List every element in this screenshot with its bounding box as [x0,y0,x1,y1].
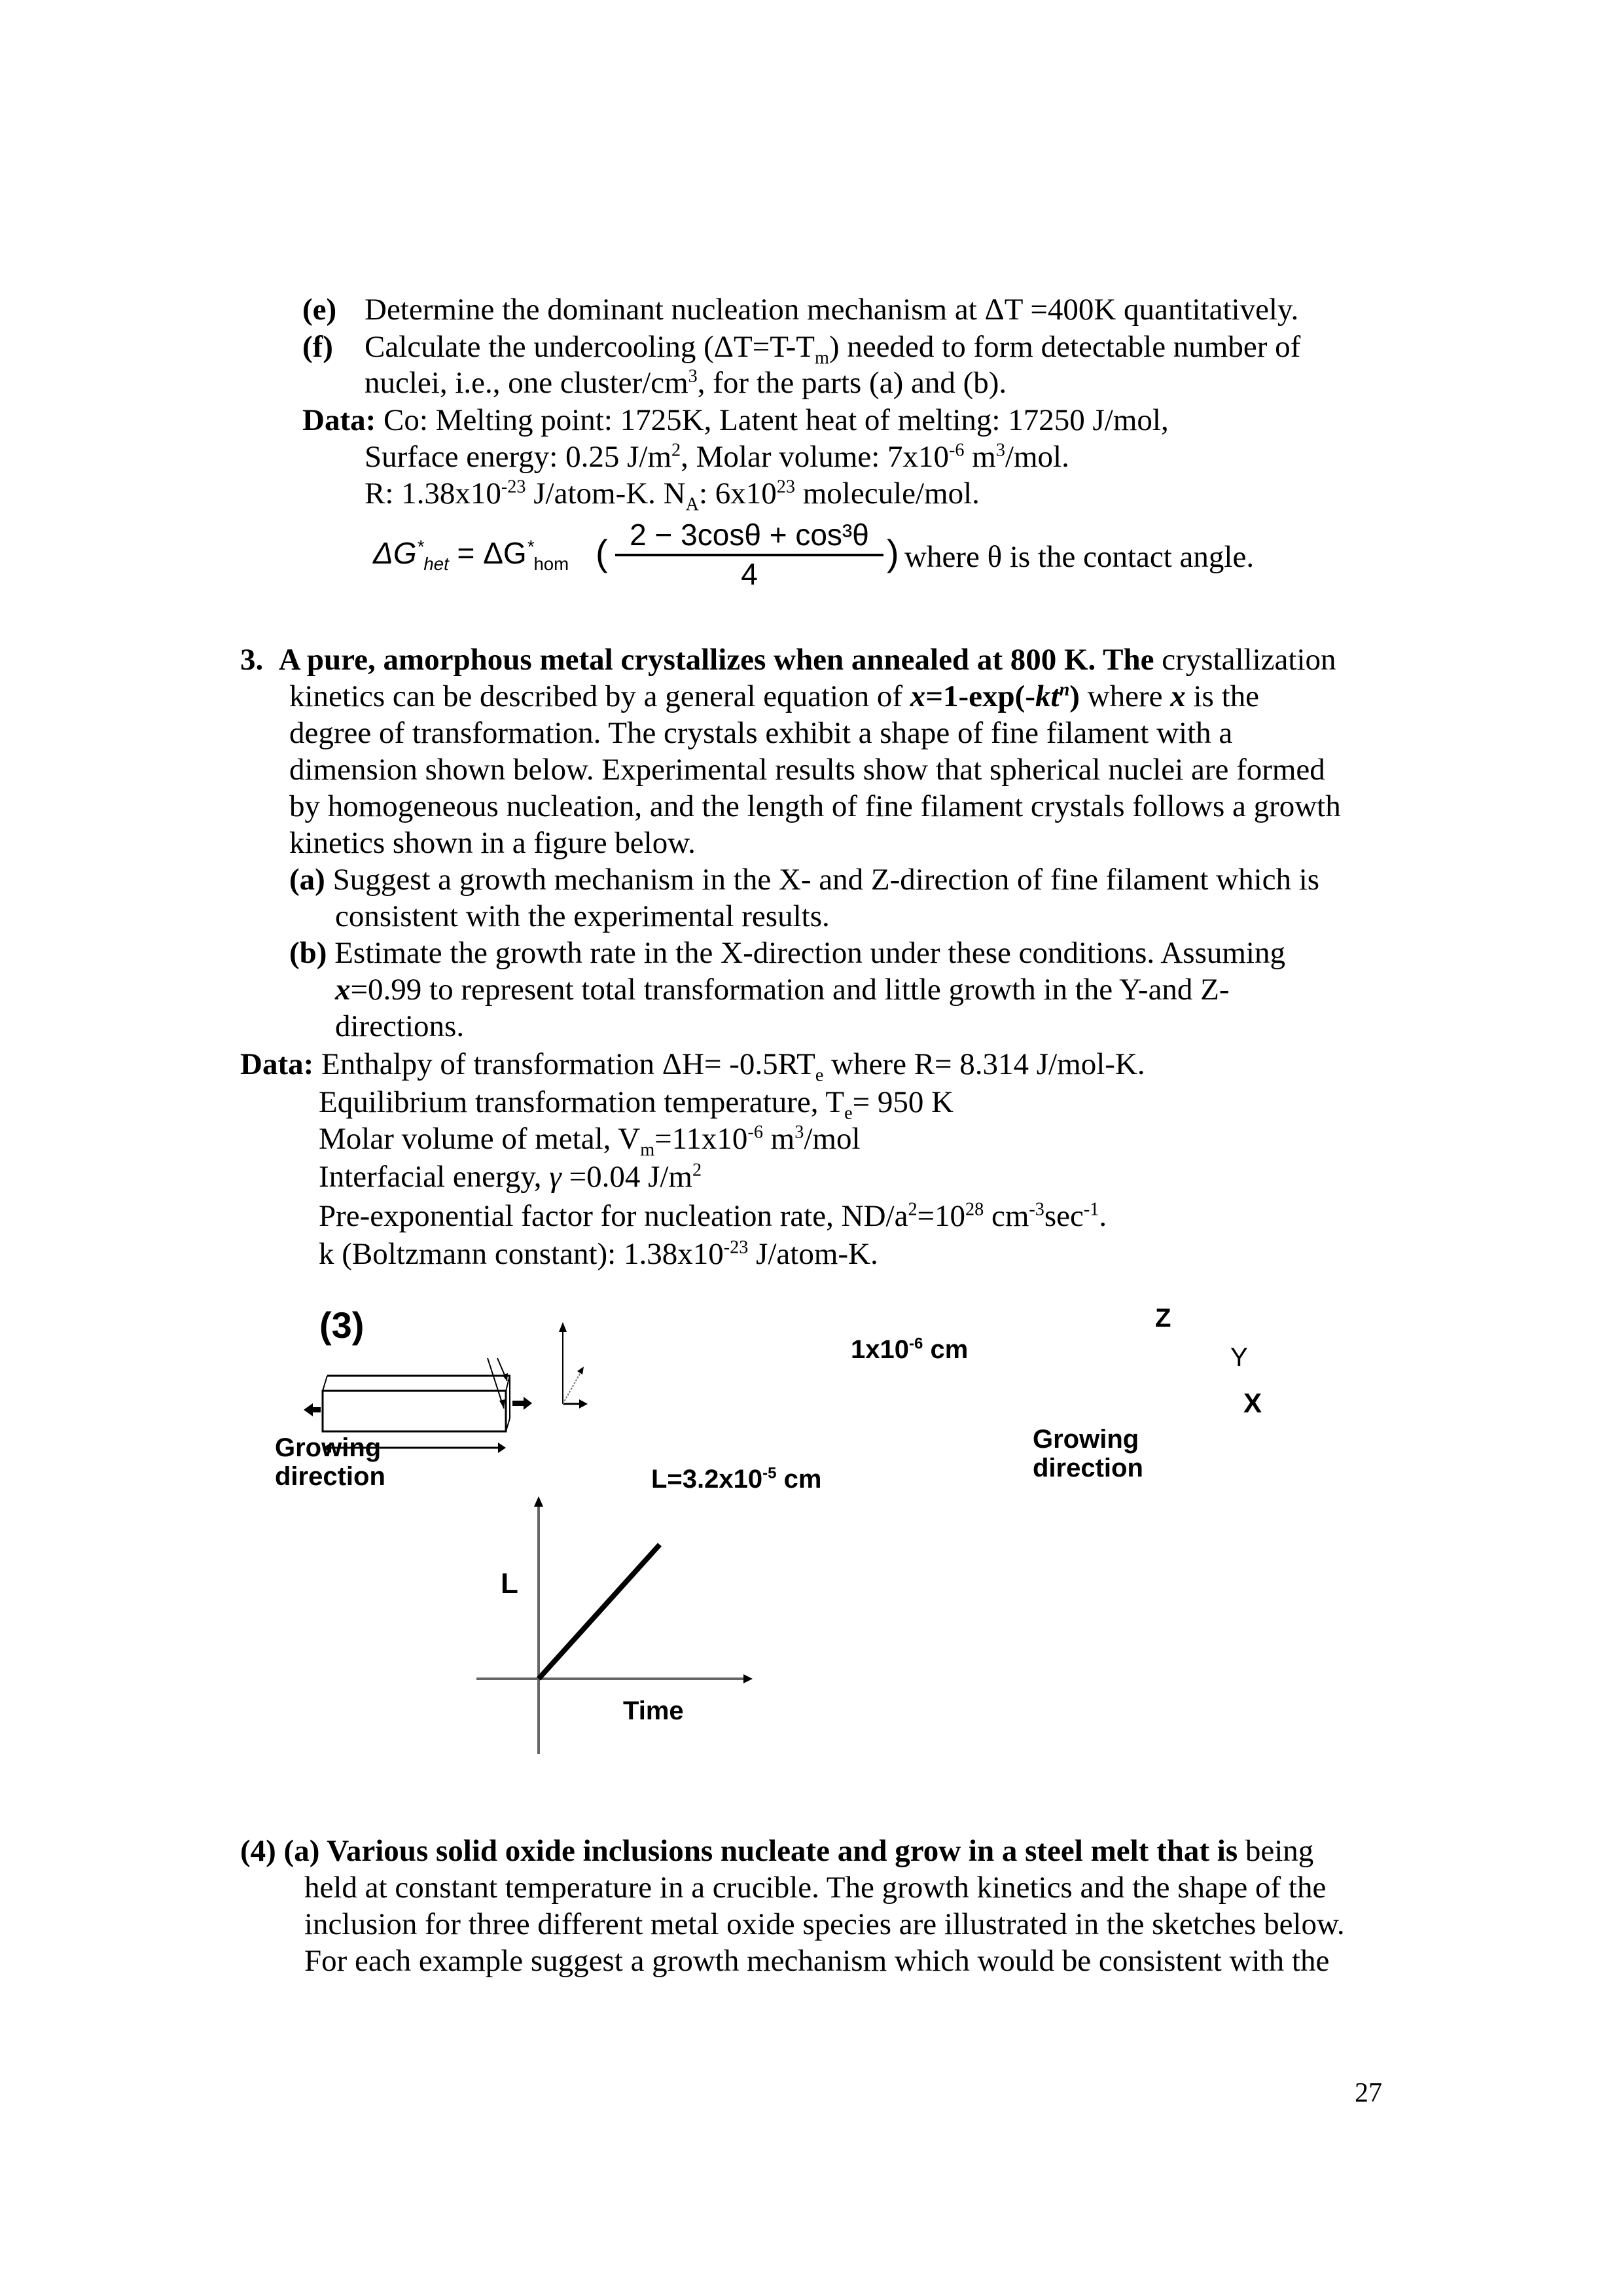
figure-label: (3) [319,1304,365,1346]
page-number: 27 [1355,2078,1382,2108]
open-paren: ( [596,532,608,573]
part-e-label: (e) [302,293,337,327]
data-q3-line6: k (Boltzmann constant): $1.38x10^{-23}$ J/atom-K. [319,1237,878,1271]
axis-y-label: Y [1230,1343,1248,1372]
part-f-line1: Calculate the undercooling $(\Delta T=T-T_m)$ needed to form detectable number of [365,330,1301,368]
length-label: $L=3.2x10^{-5}$ cm [651,1464,822,1494]
q4-line1: (4) (a) Various solid oxide inclusions nucleate and grow in a steel melt that is being [240,1834,1314,1868]
data-q2-line3: R: $1.38x10^{-23}$ J/atom-K. $N_A$: $6x10^{23}$ molecule/mol. [365,476,980,515]
graph-plot [458,1492,1047,1767]
q3-a-line2: consistent with the experimental results. [335,899,830,933]
q3-line5: by homogeneous nucleation, and the length of fine filament crystals follows a growth [289,789,1341,823]
data-q3-line3: Molar volume of metal, $V_m=11x10^{-6}$ $m^3$/mol [319,1122,861,1160]
q3-line1: 3. A pure, amorphous metal crystallizes when annealed at 800 K. The crystallization [240,643,1336,677]
fraction [615,517,883,592]
filament-figure [275,1296,1322,1525]
q3-b-line3: directions. [335,1009,465,1043]
data-q2-line1: Data: Co: Melting point: 1725K, Latent heat of melting: 17250 J/mol, [302,403,1169,437]
data-q3-line4: Interfacial energy, γ =0.04 $J/m^2$ [319,1160,702,1194]
length-time-graph [458,1492,1047,1767]
axis-x-label: X [1243,1388,1262,1418]
part-f-label: (f) [302,330,333,364]
q3-a-line1: (a) Suggest a growth mechanism in the X- and Z-direction of fine filament which is [289,863,1320,897]
graph-ylabel: L [501,1568,518,1600]
data-q3-line2: Equilibrium transformation temperature, $T_e= 950$ K [319,1085,954,1124]
data-q3-line5: Pre-exponential factor for nucleation rate, $ND/a^2=10^{28}$ $cm^{-3}\sec^{-1}$. [319,1199,1107,1233]
growing-direction-right: Growing direction [1033,1425,1143,1482]
graph-xlabel: Time [623,1696,684,1725]
q4-line3: inclusion for three different metal oxide species are illustrated in the sketches below. [304,1907,1345,1941]
q3-line2: kinetics can be described by a general equation of $x=1-\exp(-kt^n)$ where x is the [289,679,1260,713]
close-paren: ) [887,532,899,573]
data-q3-line1: Data: Enthalpy of transformation $\Delta H= -0.5RT_e$ where R= 8.314 J/mol-K. [240,1047,1145,1086]
denominator: 4 [741,557,758,591]
q4-line2: held at constant temperature in a crucible. The growth kinetics and the shape of the [304,1871,1327,1905]
axis-z-label: Z [1155,1304,1171,1333]
data-q2-line2: Surface energy: 0.25 $J/m^2$, Molar volume: $7x10^{-6}$ $m^3$/mol. [365,440,1069,474]
q3-b-line1: (b) Estimate the growth rate in the X-direction under these conditions. Assuming [289,936,1285,970]
q3-line6: kinetics shown in a figure below. [289,826,696,860]
q3-line4: dimension shown below. Experimental results show that spherical nuclei are formed [289,753,1325,787]
q3-line3: degree of transformation. The crystals exhibit a shape of fine filament with a [289,716,1233,750]
equation-lhs: $\Delta G^*_{het} = \Delta G^*_{hom}$ [373,536,569,575]
part-f-line2: nuclei, i.e., one cluster/$cm^3$, for the parts (a) and (b). [365,366,1007,400]
numerator: 2 − 3cosθ + cos³θ [615,517,883,556]
growing-direction-left: Growing direction [275,1433,385,1491]
q3-b-line2: x=0.99 to represent total transformation and little growth in the Y-and Z- [335,973,1230,1007]
thickness-label: $1x10^{-6}$ cm [851,1335,969,1364]
equation-note: where θ is the contact angle. [904,540,1255,574]
part-e-text: Determine the dominant nucleation mechanism at ΔT =400K quantitatively. [365,293,1299,327]
q4-line4: For each example suggest a growth mechanism which would be consistent with the [304,1944,1330,1978]
